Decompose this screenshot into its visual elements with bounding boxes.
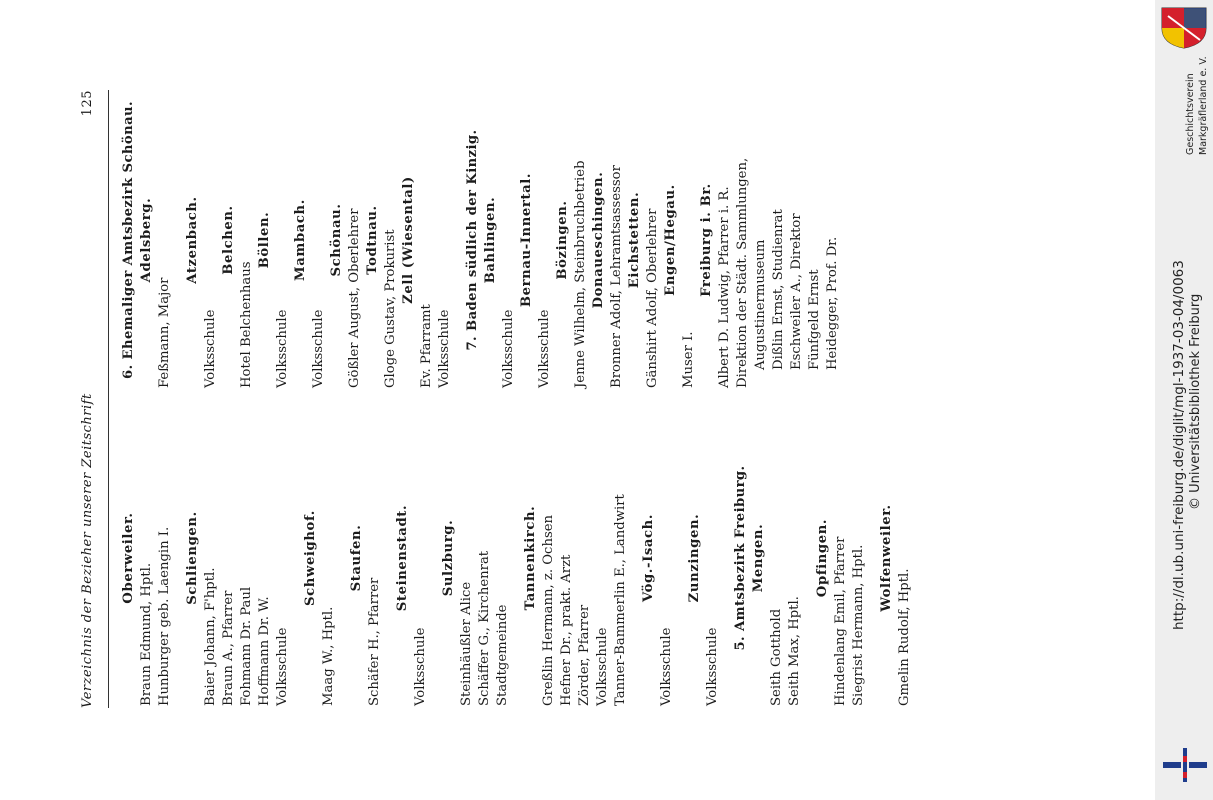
subscriber-entry: Hunburger geb. Laengin I. — [157, 526, 172, 706]
district-heading: 7. Baden südlich der Kinzig. — [465, 129, 480, 351]
subscriber-entry: Volksschule — [537, 309, 552, 388]
place-heading: Bernau-Innertal. — [519, 172, 534, 308]
place-heading: Atzenbach. — [185, 196, 200, 284]
subscriber-entry: Volksschule — [705, 627, 720, 706]
place-heading: Wolfenweiler. — [879, 504, 894, 612]
subscriber-entry: Fohmann Dr. Paul — [239, 586, 254, 706]
subscriber-entry: Volksschule — [203, 309, 218, 388]
right-column — [120, 90, 842, 390]
spacer — [868, 408, 878, 708]
place-heading: Schliengen. — [185, 511, 200, 605]
place-heading: Zunzingen. — [687, 513, 702, 603]
subscriber-entry: Bronner Adolf, Lehramtsassessor — [609, 165, 624, 388]
place-heading: Donaueschingen. — [591, 171, 606, 309]
place-heading: Vög.-Isach. — [641, 513, 656, 603]
sidebar-org-line2: Markgräflerland e. V. — [1198, 56, 1209, 155]
district-heading: 5. Amtsbezirk Freiburg. — [733, 465, 748, 651]
subscriber-entry: Volksschule — [311, 309, 326, 388]
place-heading: Staufen. — [349, 524, 364, 592]
subscriber-entry: Zörder, Pfarrer — [577, 604, 592, 706]
place-heading: Steinenstadt. — [395, 504, 410, 612]
page-number: 125 — [80, 90, 95, 117]
sidebar — [1155, 0, 1213, 800]
subscriber-entry: Gmelin Rudolf, Hptl. — [897, 568, 912, 706]
subscriber-entry: Ev. Pfarramt — [419, 304, 434, 388]
place-heading: Engen/Hegau. — [663, 184, 678, 296]
spacer — [174, 408, 184, 708]
sidebar-rotated — [1155, 0, 1213, 800]
place-heading: Bahlingen. — [483, 196, 498, 284]
subscriber-entry: Seith Gotthold — [769, 608, 784, 706]
subscriber-entry: Baier Johann, F'hptl. — [203, 567, 218, 706]
place-heading: Zell (Wiesental) — [401, 176, 416, 304]
spacer — [512, 408, 522, 708]
header-rule — [108, 90, 109, 708]
spacer — [804, 408, 814, 708]
spacer — [292, 408, 302, 708]
place-heading: Mengen. — [751, 523, 766, 593]
spacer — [630, 408, 640, 708]
ub-freiburg-logo-icon — [1163, 748, 1207, 782]
subscriber-entry: Jenne Wilhelm, Steinbruchbetrieb — [573, 160, 588, 388]
subscriber-entry: Maag W., Hptl. — [321, 606, 336, 706]
place-heading: Tannenkirch. — [523, 505, 538, 611]
place-heading: Freiburg i. Br. — [699, 183, 714, 297]
subscriber-entry: Volksschule — [437, 309, 452, 388]
district-heading: 6. Ehemaliger Amtsbezirk Schönau. — [121, 101, 136, 379]
place-heading: Bözingen. — [555, 200, 570, 280]
left-column — [120, 408, 914, 708]
spacer — [384, 408, 394, 708]
subscriber-entry: Augustinermuseum — [753, 239, 768, 370]
place-heading: Böllen. — [257, 211, 272, 269]
subscriber-entry: Direktion der Städt. Sammlungen, — [735, 157, 750, 388]
place-heading: Oberweiler. — [121, 512, 136, 604]
place-heading: Schweighof. — [303, 510, 318, 606]
place-heading: Belchen. — [221, 205, 236, 275]
subscriber-entry: Volksschule — [413, 627, 428, 706]
place-heading: Eichstetten. — [627, 191, 642, 289]
place-heading: Mambach. — [293, 199, 308, 281]
subscriber-entry: Gößler August, Oberlehrer — [347, 208, 362, 388]
spacer — [454, 90, 464, 390]
subscriber-entry: Fünfgeld Ernst — [807, 269, 822, 370]
subscriber-entry: Gloge Gustav, Prokurist — [383, 229, 398, 388]
subscriber-entry: Dißlin Ernst, Studienrat — [771, 209, 786, 370]
subscriber-entry: Hindenlang Emil, Pfarrer — [833, 536, 848, 706]
subscriber-entry: Volksschule — [595, 627, 610, 706]
running-head-title: Verzeichnis der Bezieher unserer Zeitschrift — [80, 393, 95, 708]
place-heading: Opfingen. — [815, 518, 830, 598]
place-heading: Todtnau. — [365, 205, 380, 275]
subscriber-entry: Siegrist Hermann, Hptl. — [851, 544, 866, 706]
subscriber-entry: Seith Max, Hptl. — [787, 596, 802, 706]
subscriber-entry: Schäfer H., Pfarrer — [367, 577, 382, 706]
subscriber-entry: Hoffmann Dr. W. — [257, 596, 272, 706]
subscriber-entry: Volksschule — [659, 627, 674, 706]
sidebar-org-line1: Geschichtsverein — [1185, 73, 1196, 155]
subscriber-entry: Hefner Dr., prakt. Arzt — [559, 554, 574, 706]
subscriber-entry: Steinhäußler Alice — [459, 581, 474, 706]
spacer — [338, 408, 348, 708]
subscriber-entry: Volksschule — [501, 309, 516, 388]
spacer — [722, 408, 732, 708]
subscriber-entry: Muser I. — [681, 331, 696, 388]
place-heading: Adelsberg. — [139, 197, 154, 283]
spacer — [174, 90, 184, 390]
place-heading: Schönau. — [329, 203, 344, 277]
subscriber-entry: Greßlin Hermann, z. Ochsen — [541, 514, 556, 706]
subscriber-entry: Hotel Belchenhaus — [239, 261, 254, 388]
subscriber-entry: Feßmann, Major — [157, 277, 172, 388]
subscriber-entry: Schäffer G., Kirchenrat — [477, 550, 492, 706]
subscriber-entry: Braun Edmund, Hptl. — [139, 562, 154, 706]
subscriber-entry: Heidegger, Prof. Dr. — [825, 236, 840, 370]
subscriber-entry: Volksschule — [275, 627, 290, 706]
sidebar-copyright: © Universitätsbibliothek Freiburg — [1188, 293, 1203, 510]
place-heading: Sulzburg. — [441, 519, 456, 597]
subscriber-entry: Braun A., Pfarrer — [221, 590, 236, 706]
crest-icon — [1160, 6, 1208, 50]
subscriber-entry: Gänshirt Adolf, Oberlehrer — [645, 208, 660, 388]
spacer — [430, 408, 440, 708]
spacer — [676, 408, 686, 708]
subscriber-entry: Tanner-Bammerlin E., Landwirt — [613, 494, 628, 706]
subscriber-entry: Eschweiler A., Direktor — [789, 213, 804, 370]
subscriber-entry: Stadtgemeinde — [495, 604, 510, 706]
subscriber-entry: Volksschule — [275, 309, 290, 388]
running-head — [80, 90, 95, 708]
subscriber-entry: Albert D. Ludwig, Pfarrer i. R. — [717, 186, 732, 388]
sidebar-url-link[interactable]: http://dl.ub.uni-freiburg.de/diglit/mgl-1937-03-04/0063 — [1171, 260, 1187, 630]
